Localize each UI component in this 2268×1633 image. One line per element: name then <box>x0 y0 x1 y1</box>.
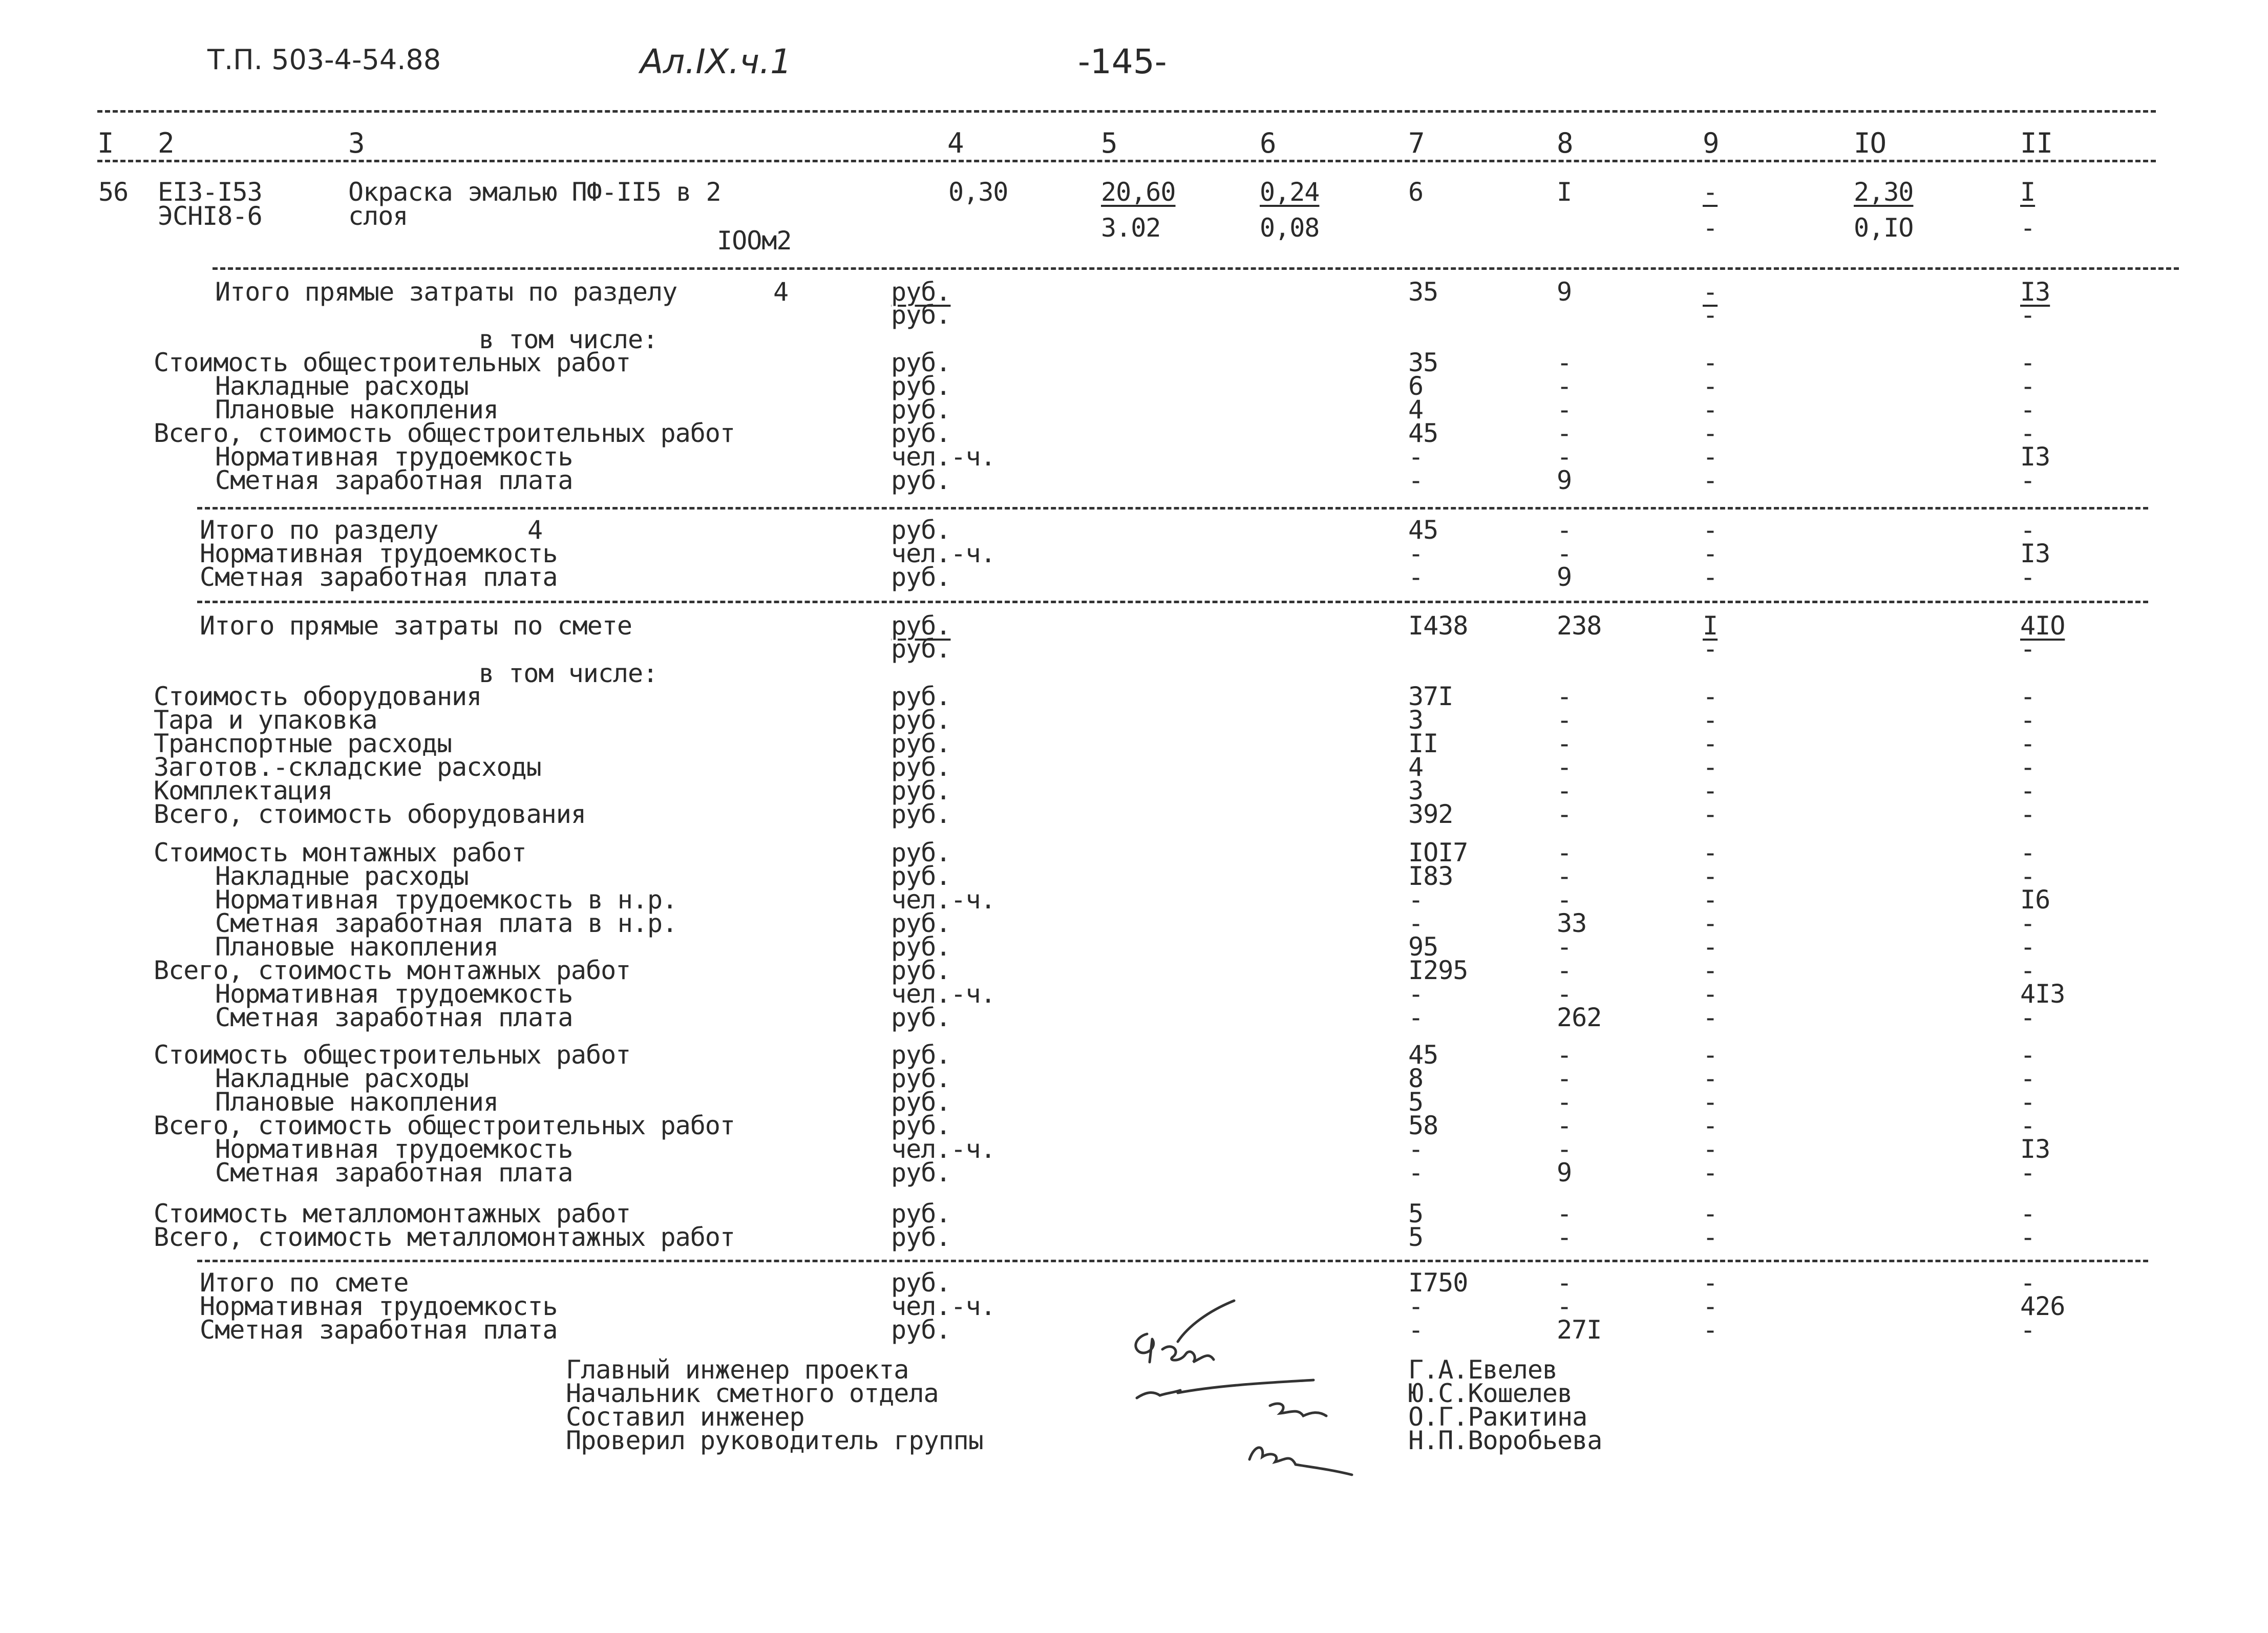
row-c11: - <box>2020 1268 2036 1298</box>
estimate-direct-c8: 238 <box>1557 611 1602 641</box>
row-c11: - <box>2020 1064 2036 1093</box>
item-c6-bottom: 0,08 <box>1260 213 1320 243</box>
estimate-direct-c11: 4IO <box>2020 611 2065 641</box>
column-header-2: 2 <box>158 127 174 159</box>
item-c11-bottom: - <box>2020 213 2036 243</box>
row-c8: - <box>1557 838 1572 867</box>
row-c7: 4 <box>1408 752 1424 782</box>
handwritten-signatures <box>1116 1290 1403 1480</box>
row-c8: - <box>1557 799 1572 829</box>
row-c9: - <box>1703 861 1718 891</box>
item-c9-bottom: - <box>1703 213 1718 243</box>
row-label: Итого по смете <box>200 1268 409 1298</box>
row-c7: - <box>1408 908 1424 938</box>
item-name-2: слоя <box>348 201 408 231</box>
row-label: Накладные расходы <box>215 371 469 401</box>
row-c8: - <box>1557 1064 1572 1093</box>
row-unit: руб. <box>891 1040 951 1070</box>
project-code: Т.П. 503-4-54.88 <box>207 44 441 76</box>
row-c8: - <box>1557 729 1572 758</box>
section-direct-c7: 35 <box>1408 277 1438 307</box>
row-c7: - <box>1408 562 1424 592</box>
column-header-8: 8 <box>1557 127 1573 159</box>
incl-label-2: в том числе: <box>479 659 658 688</box>
row-c11: - <box>2020 682 2036 711</box>
row-c7: 6 <box>1408 371 1424 401</box>
row-unit: руб. <box>891 1003 951 1032</box>
row-c9: - <box>1703 1087 1718 1117</box>
row-unit: руб. <box>891 371 951 401</box>
row-c9: - <box>1703 348 1718 377</box>
row-c9: - <box>1703 682 1718 711</box>
row-unit: руб. <box>891 1222 951 1252</box>
row-unit: руб. <box>891 348 951 377</box>
row-c9: - <box>1703 838 1718 867</box>
row-label: Стоимость общестроительных работ <box>154 348 631 377</box>
item-c4: 0,30 <box>948 177 1008 207</box>
column-header-7: 7 <box>1408 127 1425 159</box>
row-c8: - <box>1557 1134 1572 1164</box>
incl-label-1: в том числе: <box>479 325 658 354</box>
row-unit: руб. <box>891 418 951 448</box>
row-c8: - <box>1557 1087 1572 1117</box>
row-c7: 5 <box>1408 1199 1424 1228</box>
row-label: Сметная заработная плата <box>215 465 573 495</box>
row-c8: - <box>1557 979 1572 1009</box>
row-c7: - <box>1408 1158 1424 1187</box>
row-unit: чел.-ч. <box>891 979 995 1009</box>
album-number: Ал.IX.ч.1 <box>640 42 792 81</box>
row-c8: - <box>1557 1111 1572 1140</box>
row-c7: - <box>1408 465 1424 495</box>
row-c9: - <box>1703 1315 1718 1345</box>
rule-estimate-direct <box>197 601 2148 603</box>
row-c9: - <box>1703 539 1718 568</box>
row-c7: 3 <box>1408 705 1424 735</box>
row-section-num: 4 <box>527 515 543 545</box>
row-c11: I6 <box>2020 885 2050 915</box>
row-c11: - <box>2020 1199 2036 1228</box>
row-unit: руб. <box>891 1064 951 1093</box>
row-unit: руб. <box>891 1199 951 1228</box>
signature-role: Главный инженер проекта <box>566 1355 909 1385</box>
row-c11: - <box>2020 705 2036 735</box>
row-c9: - <box>1703 729 1718 758</box>
row-c8: 27I <box>1557 1315 1602 1345</box>
rule-after-item <box>213 267 2179 270</box>
row-c9: - <box>1703 956 1718 985</box>
row-c8: - <box>1557 1040 1572 1070</box>
row-c8: - <box>1557 1268 1572 1298</box>
row-c9: - <box>1703 515 1718 545</box>
row-label: Комплектация <box>154 776 333 805</box>
row-unit: руб. <box>891 515 951 545</box>
row-label: Заготов.-складские расходы <box>154 752 541 782</box>
row-c8: 9 <box>1557 465 1572 495</box>
row-c9: - <box>1703 395 1718 425</box>
section-direct-c8: 9 <box>1557 277 1572 307</box>
row-c9: - <box>1703 442 1718 472</box>
row-unit: руб. <box>891 752 951 782</box>
row-c11: - <box>2020 861 2036 891</box>
row-label: Итого по разделу <box>200 515 438 545</box>
row-c8: - <box>1557 371 1572 401</box>
row-c7: 3 <box>1408 776 1424 805</box>
signature-role: Составил инженер <box>566 1402 804 1432</box>
row-unit: руб. <box>891 1158 951 1187</box>
row-unit: руб. <box>891 799 951 829</box>
row-unit: руб. <box>891 1111 951 1140</box>
row-c11: - <box>2020 348 2036 377</box>
signature-name: Г.А.Евелев <box>1408 1355 1558 1385</box>
row-c8: - <box>1557 885 1572 915</box>
row-unit: руб. <box>891 861 951 891</box>
row-c9: - <box>1703 1064 1718 1093</box>
rule-estimate-total <box>197 1260 2148 1262</box>
column-header-4: 4 <box>947 127 964 159</box>
row-c9: - <box>1703 932 1718 962</box>
row-label: Сметная заработная плата <box>215 1003 573 1032</box>
row-c9: - <box>1703 1158 1718 1187</box>
row-c11: - <box>2020 956 2036 985</box>
item-c6-top: 0,24 <box>1260 177 1320 207</box>
section-direct-c11-b: - <box>2020 300 2036 330</box>
row-c9: - <box>1703 418 1718 448</box>
row-c7: 45 <box>1408 418 1438 448</box>
row-label: Всего, стоимость монтажных работ <box>154 956 631 985</box>
row-c7: - <box>1408 442 1424 472</box>
page-number: -145- <box>1078 42 1167 81</box>
estimate-direct-unit-2: руб. <box>891 634 951 664</box>
estimate-direct-c9-b: - <box>1703 634 1718 664</box>
row-c8: - <box>1557 395 1572 425</box>
item-c11-top: I <box>2020 177 2036 207</box>
row-unit: руб. <box>891 956 951 985</box>
row-unit: руб. <box>891 465 951 495</box>
section-direct-c9: - <box>1703 277 1718 307</box>
row-label: Нормативная трудоемкость в н.р. <box>215 885 677 915</box>
item-code-2: ЭСНI8-6 <box>158 201 262 231</box>
row-c7: 5 <box>1408 1222 1424 1252</box>
row-c7: 8 <box>1408 1064 1424 1093</box>
column-header-9: 9 <box>1703 127 1719 159</box>
row-unit: чел.-ч. <box>891 1291 995 1321</box>
row-label: Стоимость общестроительных работ <box>154 1040 631 1070</box>
row-label: Всего, стоимость металломонтажных работ <box>154 1222 735 1252</box>
section-direct-num: 4 <box>773 277 789 307</box>
row-label: Накладные расходы <box>215 861 469 891</box>
row-label: Стоимость монтажных работ <box>154 838 526 867</box>
row-label: Всего, стоимость общестроительных работ <box>154 418 735 448</box>
row-c7: - <box>1408 885 1424 915</box>
row-c11: - <box>2020 1222 2036 1252</box>
row-c8: 9 <box>1557 1158 1572 1187</box>
column-header-11: II <box>2020 127 2053 159</box>
row-c11: - <box>2020 908 2036 938</box>
row-c7: - <box>1408 1134 1424 1164</box>
row-c7: 45 <box>1408 1040 1438 1070</box>
column-header-10: IO <box>1854 127 1887 159</box>
row-c11: - <box>2020 562 2036 592</box>
row-c8: - <box>1557 776 1572 805</box>
row-c9: - <box>1703 799 1718 829</box>
row-c7: - <box>1408 539 1424 568</box>
row-unit: чел.-ч. <box>891 539 995 568</box>
row-unit: руб. <box>891 908 951 938</box>
row-label: Нормативная трудоемкость <box>215 1134 573 1164</box>
row-c7: I295 <box>1408 956 1468 985</box>
row-c9: - <box>1703 1040 1718 1070</box>
row-c11: I3 <box>2020 442 2050 472</box>
row-c11: - <box>2020 932 2036 962</box>
estimate-direct-c11-b: - <box>2020 634 2036 664</box>
column-header-rule <box>97 160 2156 162</box>
row-label: Всего, стоимость оборудования <box>154 799 586 829</box>
row-c11: - <box>2020 1315 2036 1345</box>
row-unit: руб. <box>891 395 951 425</box>
row-c9: - <box>1703 776 1718 805</box>
item-c9-top: - <box>1703 177 1718 207</box>
row-c11: - <box>2020 465 2036 495</box>
row-c8: - <box>1557 705 1572 735</box>
row-c7: 5 <box>1408 1087 1424 1117</box>
section-direct-unit-2: руб. <box>891 300 951 330</box>
row-c9: - <box>1703 1291 1718 1321</box>
top-rule <box>97 110 2156 113</box>
row-c8: - <box>1557 1291 1572 1321</box>
item-c10-bottom: 0,IO <box>1854 213 1914 243</box>
row-c11: - <box>2020 752 2036 782</box>
section-direct-c11: I3 <box>2020 277 2050 307</box>
column-header-3: 3 <box>348 127 365 159</box>
row-c11: - <box>2020 515 2036 545</box>
row-c7: - <box>1408 1003 1424 1032</box>
item-c10-top: 2,30 <box>1854 177 1914 207</box>
row-c7: 392 <box>1408 799 1453 829</box>
row-c9: - <box>1703 1111 1718 1140</box>
row-c7: - <box>1408 1291 1424 1321</box>
row-c9: - <box>1703 562 1718 592</box>
row-c9: - <box>1703 1003 1718 1032</box>
row-c11: - <box>2020 1087 2036 1117</box>
row-c8: - <box>1557 861 1572 891</box>
row-c11: - <box>2020 799 2036 829</box>
estimate-direct-label: Итого прямые затраты по смете <box>200 611 632 641</box>
row-unit: руб. <box>891 682 951 711</box>
signature-name: Ю.С.Кошелев <box>1408 1378 1573 1408</box>
row-c8: - <box>1557 515 1572 545</box>
row-c9: - <box>1703 979 1718 1009</box>
row-unit: руб. <box>891 562 951 592</box>
row-unit: чел.-ч. <box>891 1134 995 1164</box>
row-label: Нормативная трудоемкость <box>215 979 573 1009</box>
row-unit: чел.-ч. <box>891 442 995 472</box>
row-label: Стоимость оборудования <box>154 682 482 711</box>
item-c5-top: 20,60 <box>1101 177 1176 207</box>
row-c7: 95 <box>1408 932 1438 962</box>
signature-name: О.Г.Ракитина <box>1408 1402 1587 1432</box>
row-c11: - <box>2020 776 2036 805</box>
row-c8: - <box>1557 956 1572 985</box>
row-c11: - <box>2020 729 2036 758</box>
row-c7: - <box>1408 979 1424 1009</box>
item-num: 56 <box>98 177 129 207</box>
row-c8: - <box>1557 539 1572 568</box>
row-c9: - <box>1703 705 1718 735</box>
row-label: Сметная заработная плата <box>215 1158 573 1187</box>
row-c9: - <box>1703 885 1718 915</box>
section-direct-c9-b: - <box>1703 300 1718 330</box>
row-c8: - <box>1557 682 1572 711</box>
section-direct-unit-1: руб. <box>891 277 951 307</box>
row-c7: - <box>1408 1315 1424 1345</box>
row-c11: 426 <box>2020 1291 2065 1321</box>
row-c7: II <box>1408 729 1438 758</box>
row-label: Транспортные расходы <box>154 729 452 758</box>
row-label: Нормативная трудоемкость <box>200 1291 558 1321</box>
item-name-1: Окраска эмалью ПФ-II5 в 2 <box>348 177 721 207</box>
row-c9: - <box>1703 465 1718 495</box>
row-c11: - <box>2020 418 2036 448</box>
row-c8: 33 <box>1557 908 1587 938</box>
row-label: Сметная заработная плата <box>200 562 558 592</box>
row-c8: - <box>1557 752 1572 782</box>
signature-role: Проверил руководитель группы <box>566 1426 983 1455</box>
row-c11: - <box>2020 1040 2036 1070</box>
row-unit: руб. <box>891 1268 951 1298</box>
row-c11: 4I3 <box>2020 979 2065 1009</box>
row-c11: I3 <box>2020 1134 2050 1164</box>
row-c8: - <box>1557 418 1572 448</box>
signature-role: Начальник сметного отдела <box>566 1378 939 1408</box>
row-c7: 35 <box>1408 348 1438 377</box>
item-c7: 6 <box>1408 177 1424 207</box>
row-unit: руб. <box>891 705 951 735</box>
row-c8: 262 <box>1557 1003 1602 1032</box>
row-c9: - <box>1703 752 1718 782</box>
item-code-1: EI3-I53 <box>158 177 262 207</box>
row-c9: - <box>1703 908 1718 938</box>
row-label: Тара и упаковка <box>154 705 377 735</box>
row-c7: I750 <box>1408 1268 1468 1298</box>
row-c9: - <box>1703 371 1718 401</box>
row-unit: руб. <box>891 838 951 867</box>
row-c8: - <box>1557 348 1572 377</box>
row-c11: - <box>2020 1158 2036 1187</box>
row-c7: 37I <box>1408 682 1453 711</box>
section-direct-label: Итого прямые затраты по разделу <box>215 277 677 307</box>
row-c9: - <box>1703 1268 1718 1298</box>
item-unit: IOOм2 <box>717 226 792 256</box>
column-header-5: 5 <box>1101 127 1117 159</box>
column-header-1: I <box>97 127 114 159</box>
item-c5-bottom: 3.02 <box>1101 213 1161 243</box>
row-label: Плановые накопления <box>215 395 498 425</box>
row-label: Плановые накопления <box>215 1087 498 1117</box>
estimate-direct-c9: I <box>1703 611 1718 641</box>
row-c11: - <box>2020 395 2036 425</box>
rule-section-total <box>197 507 2148 510</box>
row-c7: 45 <box>1408 515 1438 545</box>
row-unit: руб. <box>891 729 951 758</box>
column-header-6: 6 <box>1260 127 1276 159</box>
row-c11: - <box>2020 371 2036 401</box>
row-c11: I3 <box>2020 539 2050 568</box>
row-unit: чел.-ч. <box>891 885 995 915</box>
row-c9: - <box>1703 1222 1718 1252</box>
row-c7: I83 <box>1408 861 1453 891</box>
row-label: Сметная заработная плата в н.р. <box>215 908 677 938</box>
row-c11: - <box>2020 1003 2036 1032</box>
row-label: Плановые накопления <box>215 932 498 962</box>
row-label: Накладные расходы <box>215 1064 469 1093</box>
row-c7: IOI7 <box>1408 838 1468 867</box>
row-c11: - <box>2020 1111 2036 1140</box>
row-c7: 58 <box>1408 1111 1438 1140</box>
row-label: Нормативная трудоемкость <box>200 539 558 568</box>
item-c8: I <box>1557 177 1572 207</box>
row-label: Сметная заработная плата <box>200 1315 558 1345</box>
row-unit: руб. <box>891 932 951 962</box>
row-c7: 4 <box>1408 395 1424 425</box>
row-unit: руб. <box>891 1087 951 1117</box>
row-c11: - <box>2020 838 2036 867</box>
row-c8: - <box>1557 1222 1572 1252</box>
estimate-direct-c7: I438 <box>1408 611 1468 641</box>
row-c8: - <box>1557 1199 1572 1228</box>
row-label: Стоимость металломонтажных работ <box>154 1199 631 1228</box>
row-unit: руб. <box>891 1315 951 1345</box>
estimate-direct-unit-1: руб. <box>891 611 951 641</box>
row-unit: руб. <box>891 776 951 805</box>
row-label: Нормативная трудоемкость <box>215 442 573 472</box>
row-c8: 9 <box>1557 562 1572 592</box>
row-label: Всего, стоимость общестроительных работ <box>154 1111 735 1140</box>
row-c9: - <box>1703 1134 1718 1164</box>
row-c9: - <box>1703 1199 1718 1228</box>
signature-name: Н.П.Воробьева <box>1408 1426 1602 1455</box>
row-c8: - <box>1557 442 1572 472</box>
row-c8: - <box>1557 932 1572 962</box>
